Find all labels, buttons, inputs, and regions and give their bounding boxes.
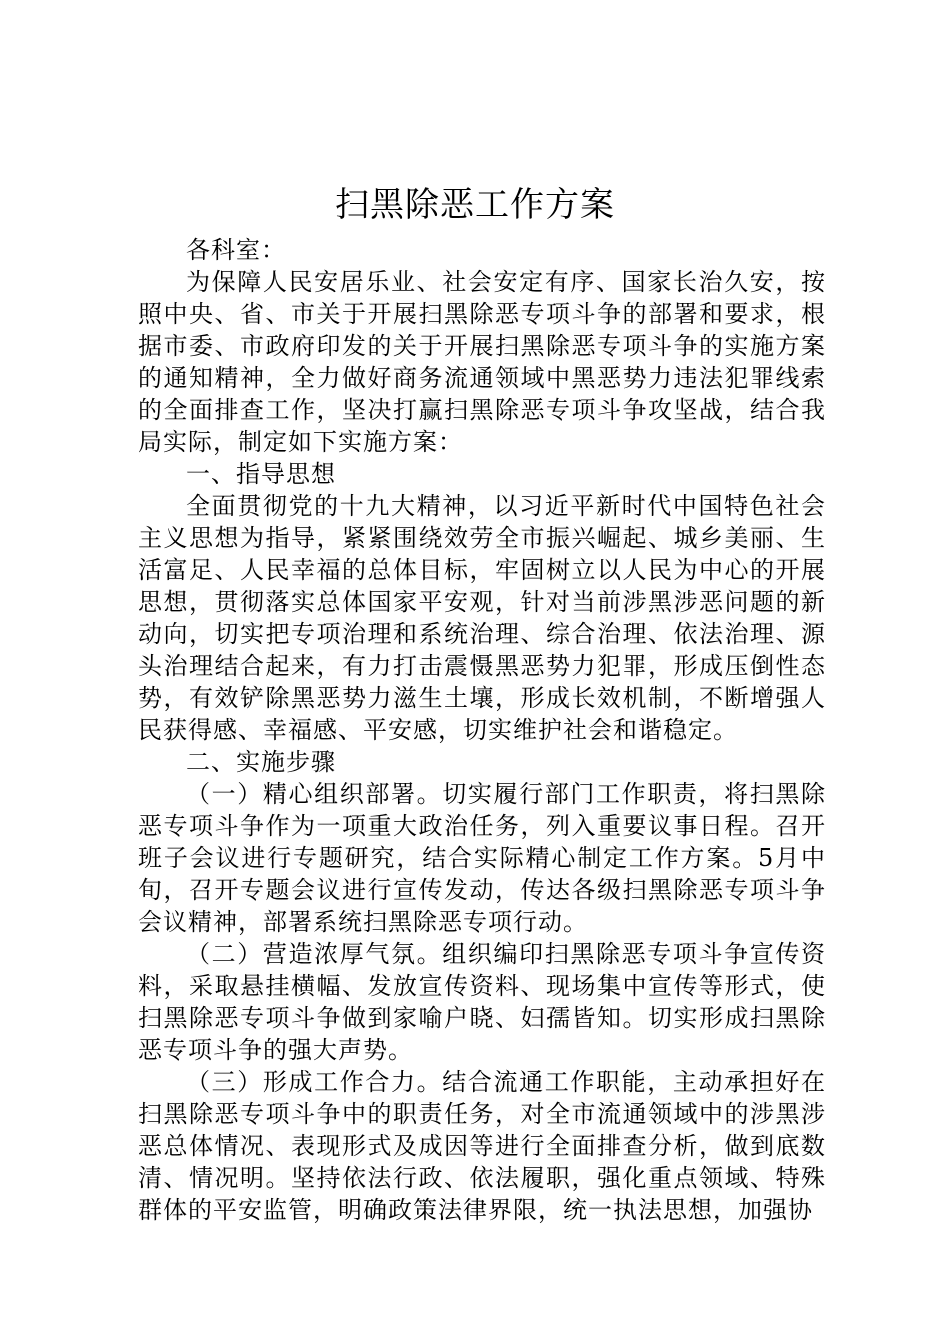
section-heading-implementation-steps: 二、实施步骤 xyxy=(186,748,336,776)
step-2-paragraph: （二）营造浓厚气氛。组织编印扫黑除恶专项斗争宣传资料，采取悬挂横幅、发放宣传资料、现场集中宣传等形式，使扫黑除恶专项斗争做到家喻户晓、妇孺皆知。切实形成扫黑除恶专项斗争的强大声势。 xyxy=(138,940,826,1064)
step-1-paragraph: （一）精心组织部署。切实履行部门工作职责，将扫黑除恶专项斗争作为一项重大政治任务，列入重要议事日程。召开班子会议进行专题研究，结合实际精心制定工作方案。5月中旬，召开专题会议进行宣传发动，传达各级扫黑除恶专项斗争会议精神，部署系统扫黑除恶专项行动。 xyxy=(138,780,826,936)
step-3-paragraph: （三）形成工作合力。结合流通工作职能，主动承担好在扫黑除恶专项斗争中的职责任务，对全市流通领域中的涉黑涉恶总体情况、表现形式及成因等进行全面排查分析，做到底数清、情况明。坚持依法行政、依法履职，强化重点领域、特殊群体的平安监管，明确政策法律界限，统一执法思想，加强协 xyxy=(138,1068,826,1224)
document-title: 扫黑除恶工作方案 xyxy=(335,185,615,225)
section-heading-guiding-ideology: 一、指导思想 xyxy=(186,460,336,488)
intro-paragraph: 为保障人民安居乐业、社会安定有序、国家长治久安，按照中央、省、市关于开展扫黑除恶专项斗争的部署和要求，根据市委、市政府印发的关于开展扫黑除恶专项斗争的实施方案的通知精神，全力做好商务流通领域中黑恶势力违法犯罪线索的全面排查工作，坚决打赢扫黑除恶专项斗争攻坚战，结合我局实际，制定如下实施方案： xyxy=(138,268,826,456)
salutation: 各科室： xyxy=(186,236,286,264)
document-body xyxy=(138,234,826,1226)
guiding-ideology-paragraph: 全面贯彻党的十九大精神，以习近平新时代中国特色社会主义思想为指导，紧紧围绕效劳全市振兴崛起、城乡美丽、生活富足、人民幸福的总体目标，牢固树立以人民为中心的开展思想，贯彻落实总体国家平安观，针对当前涉黑涉恶问题的新动向，切实把专项治理和系统治理、综合治理、依法治理、源头治理结合起来，有力打击震慑黑恶势力犯罪，形成压倒性态势，有效铲除黑恶势力滋生土壤，形成长效机制，不断增强人民获得感、幸福感、平安感，切实维护社会和谐稳定。 xyxy=(138,492,826,744)
